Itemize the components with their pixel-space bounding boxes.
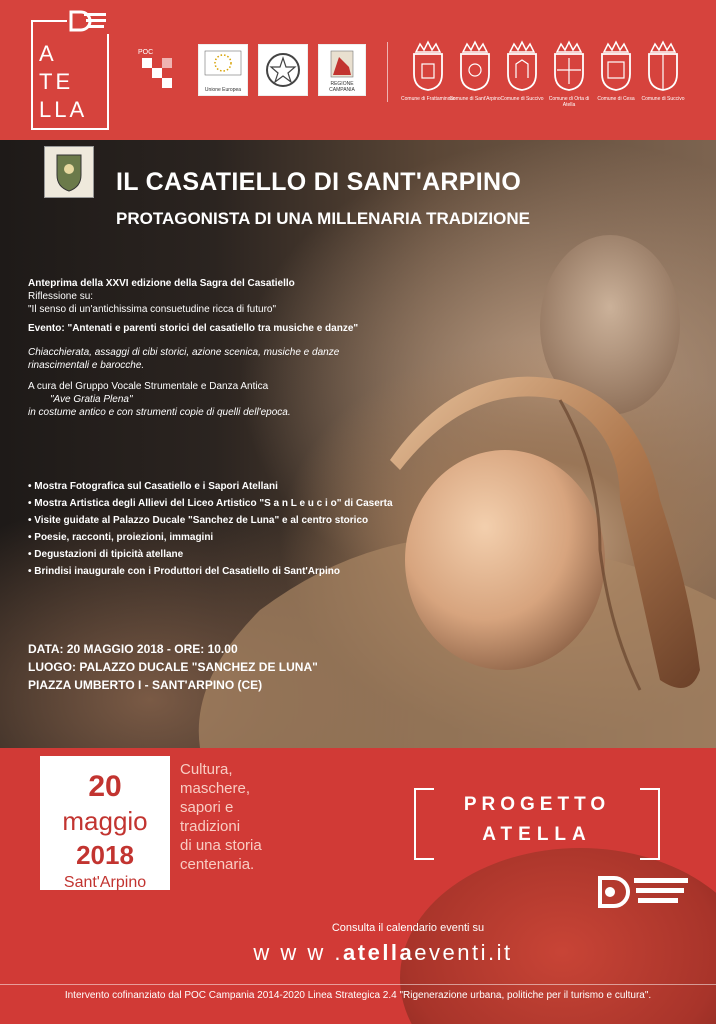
- progetto-line-2: ATELLA: [482, 824, 592, 845]
- crest-icon: [551, 40, 587, 92]
- progetto-frame: [414, 788, 660, 860]
- comune-crest-6: [640, 40, 686, 120]
- tagline-line: di una storia: [180, 837, 262, 854]
- comune-crest-5: [593, 40, 639, 120]
- comune-label: Comune di Orta di Atella: [548, 96, 590, 108]
- date-day: 20: [88, 770, 122, 803]
- cura-line-2: "Ave Gratia Plena": [50, 394, 133, 405]
- activity-list: [28, 478, 393, 580]
- logo-line-2: TE: [39, 69, 74, 94]
- website-link[interactable]: [0, 940, 716, 966]
- svg-text:POC: POC: [138, 49, 154, 56]
- footer-note: Intervento cofinanziato dal POC Campania 2014-2020 Linea Strategica 2.4 "Rigenerazione urbana, politiche per il turismo e cultura".: [64, 990, 652, 1001]
- tagline-line: tradizioni: [180, 818, 241, 835]
- date-box: [40, 756, 170, 890]
- tagline-line: centenaria.: [180, 856, 255, 873]
- casatiello-photo-section: [0, 140, 716, 748]
- crest-icon: [504, 40, 540, 92]
- atella-emblem-icon: [67, 8, 109, 34]
- url-suffix: eventi.it: [414, 940, 513, 965]
- regione-label: REGIONE CAMPANIA: [329, 81, 355, 93]
- event-subtitle: PROTAGONISTA DI UNA MILLENARIA TRADIZIONE: [116, 209, 530, 228]
- comune-crest-3: [499, 40, 545, 120]
- cura-line-3: in costume antico e con strumenti copie di quelli dell'epoca.: [28, 407, 291, 418]
- crest-icon: [410, 40, 446, 92]
- venue-line: LUOGO: PALAZZO DUCALE "SANCHEZ DE LUNA": [28, 660, 318, 674]
- tagline-line: sapori e: [180, 799, 234, 816]
- comune-crest-2: [449, 40, 501, 120]
- comune-label: Comune di Frattaminore: [401, 96, 455, 102]
- eu-logo: [198, 44, 248, 96]
- comune-label: Comune di Succivo: [500, 96, 544, 102]
- list-item: • Brindisi inaugurale con i Produttori del Casatiello di Sant'Arpino: [28, 563, 393, 580]
- list-item: • Poesie, racconti, proiezioni, immagini: [28, 529, 393, 546]
- list-item: • Mostra Artistica degli Allievi del Liceo Artistico "S a n L e u c i o" di Caserta: [28, 495, 393, 512]
- url-bold: atella: [343, 940, 415, 965]
- poc-campania-logo: [136, 44, 188, 96]
- cura-line-1: A cura del Gruppo Vocale Strumentale e Danza Antica: [28, 381, 269, 392]
- header: [0, 0, 716, 140]
- evento-desc-2: rinascimentali e barocche.: [28, 360, 145, 371]
- logo-line-3: LLA: [39, 97, 88, 122]
- crest-icon: [457, 40, 493, 92]
- header-divider: [387, 42, 388, 102]
- event-info: [28, 640, 318, 694]
- date-place: Sant'Arpino: [63, 874, 147, 891]
- comune-crest-4: [546, 40, 592, 120]
- intro-line-2: Riflessione su:: [28, 291, 94, 302]
- list-item: • Visite guidate al Palazzo Ducale "Sanchez de Luna" e al centro storico: [28, 512, 393, 529]
- eu-label: Unione Europea: [204, 87, 242, 93]
- address-line: PIAZZA UMBERTO I - SANT'ARPINO (CE): [28, 678, 263, 692]
- atella-emblem-icon: [596, 872, 692, 912]
- comune-crest-1: [401, 40, 455, 120]
- progetto-atella-logo: [414, 788, 660, 860]
- date-line: DATA: 20 MAGGIO 2018 - ORE: 10.00: [28, 642, 238, 656]
- crest-icon: [598, 40, 634, 92]
- evento-desc-1: Chiacchierata, assaggi di cibi storici, azione scenica, musiche e danze: [28, 347, 340, 358]
- intro-line-1: Anteprima della XXVI edizione della Sagra del Casatiello: [28, 278, 295, 289]
- tagline-line: maschere,: [180, 780, 251, 797]
- footer-divider: [0, 984, 716, 985]
- date-month: maggio: [62, 806, 148, 836]
- bottom-section: [0, 748, 716, 1024]
- sant-arpino-crest: [44, 146, 94, 198]
- intro-line-3: "Il senso di un'antichissima consuetudine ricca di futuro": [28, 304, 277, 315]
- regione-campania-logo: [318, 44, 366, 96]
- atella-logo: [31, 20, 109, 130]
- comune-label: Comune di Sant'Arpino: [449, 96, 501, 102]
- evento-line: Evento: "Antenati e parenti storici del casatiello tra musiche e danze": [28, 323, 359, 334]
- tagline-line: Cultura,: [180, 761, 233, 778]
- url-prefix: w w w .: [253, 940, 344, 965]
- list-item: • Degustazioni di tipicità atellane: [28, 546, 393, 563]
- comune-label: Comune di Succivo: [641, 96, 685, 102]
- date-year: 2018: [76, 840, 134, 870]
- list-item: • Mostra Fotografica sul Casatiello e i Sapori Atellani: [28, 478, 393, 495]
- consulta-text: Consulta il calendario eventi su: [331, 922, 485, 934]
- event-title: IL CASATIELLO DI SANT'ARPINO: [116, 168, 522, 196]
- logo-line-1: A: [39, 41, 57, 66]
- comune-label: Comune di Cesa: [597, 96, 635, 102]
- italian-republic-emblem: [258, 44, 308, 96]
- tagline: [180, 760, 262, 874]
- crest-icon: [645, 40, 681, 92]
- progetto-line-1: PROGETTO: [463, 794, 611, 815]
